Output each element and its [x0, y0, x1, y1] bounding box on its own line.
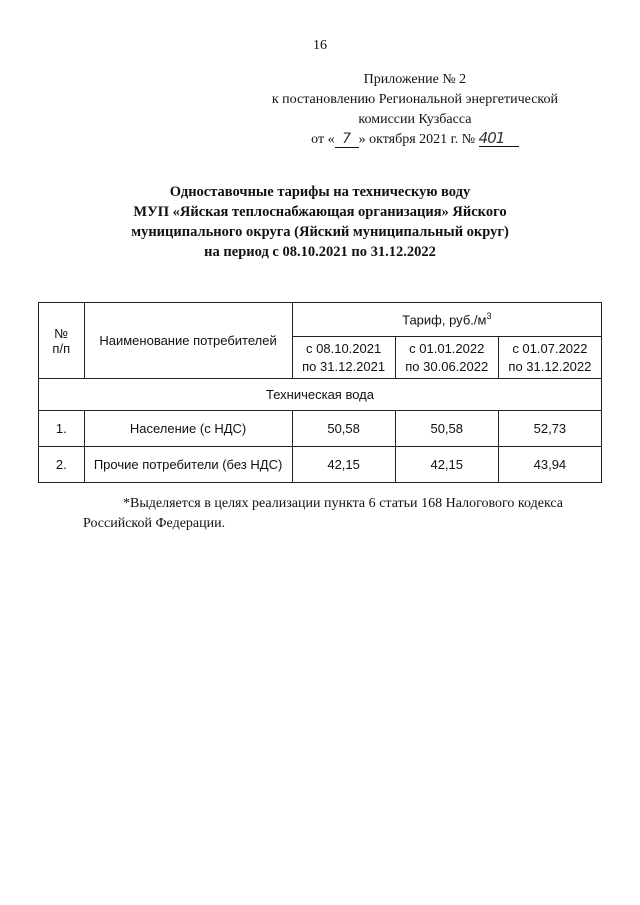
row-1-name: Население (с НДС): [84, 411, 292, 447]
period-2-header: [395, 337, 498, 379]
page-number: 16: [313, 38, 327, 53]
table-row: [39, 447, 602, 483]
date-middle: » октября 2021 г. №: [358, 132, 476, 147]
col-num-symbol: №: [54, 325, 69, 341]
appendix-header: [272, 70, 558, 150]
period-1-header: [292, 337, 395, 379]
handwritten-number: 401: [479, 130, 519, 147]
col-name-header: Наименование потребителей: [84, 303, 292, 379]
period-3-from: с 01.07.2022: [512, 340, 588, 356]
period-3-to: по 31.12.2022: [508, 358, 592, 374]
period-1-to: по 31.12.2021: [302, 358, 386, 374]
row-2-value-3: 43,94: [498, 447, 601, 483]
section-row: [39, 379, 602, 411]
row-2-name: Прочие потребители (без НДС): [84, 447, 292, 483]
period-3-header: [498, 337, 601, 379]
appendix-title: Приложение № 2: [363, 72, 467, 87]
document-title: [0, 182, 640, 262]
title-line-2: МУП «Яйская теплоснабжающая организация» Яйского: [133, 204, 507, 220]
title-line-4: на период с 08.10.2021 по 31.12.2022: [204, 244, 436, 260]
tariff-header-text: Тариф, руб./м: [402, 312, 487, 328]
row-2-value-1: 42,15: [292, 447, 395, 483]
period-2-to: по 30.06.2022: [405, 358, 489, 374]
row-1-num: 1.: [39, 411, 85, 447]
appendix-commission: комиссии Кузбасса: [358, 112, 472, 127]
row-2-value-2: 42,15: [395, 447, 498, 483]
title-line-3: муниципального округа (Яйский муниципальный округ): [131, 224, 509, 240]
appendix-date-line: [272, 130, 558, 150]
period-2-from: с 01.01.2022: [409, 340, 485, 356]
row-2-num: 2.: [39, 447, 85, 483]
tariff-table: [38, 302, 602, 483]
tariff-header: [292, 303, 601, 337]
table-row: [39, 411, 602, 447]
row-1-value-1: 50,58: [292, 411, 395, 447]
row-1-value-2: 50,58: [395, 411, 498, 447]
col-num-abbr: п/п: [52, 340, 71, 356]
footnote: *Выделяется в целях реализации пункта 6 статьи 168 Налогового кодекса Российской Федерации.: [83, 496, 563, 531]
header-row-1: [39, 303, 602, 337]
period-1-from: с 08.10.2021: [306, 340, 382, 356]
handwritten-day: 7: [335, 131, 359, 148]
tariff-unit-sup: 3: [486, 311, 492, 322]
col-num-header: [39, 303, 85, 379]
appendix-reference: к постановлению Региональной энергетической: [271, 92, 558, 107]
row-1-value-3: 52,73: [498, 411, 601, 447]
title-line-1: Одноставочные тарифы на техническую воду: [169, 184, 471, 200]
section-label: Техническая вода: [39, 379, 602, 411]
date-prefix: от «: [311, 132, 335, 147]
